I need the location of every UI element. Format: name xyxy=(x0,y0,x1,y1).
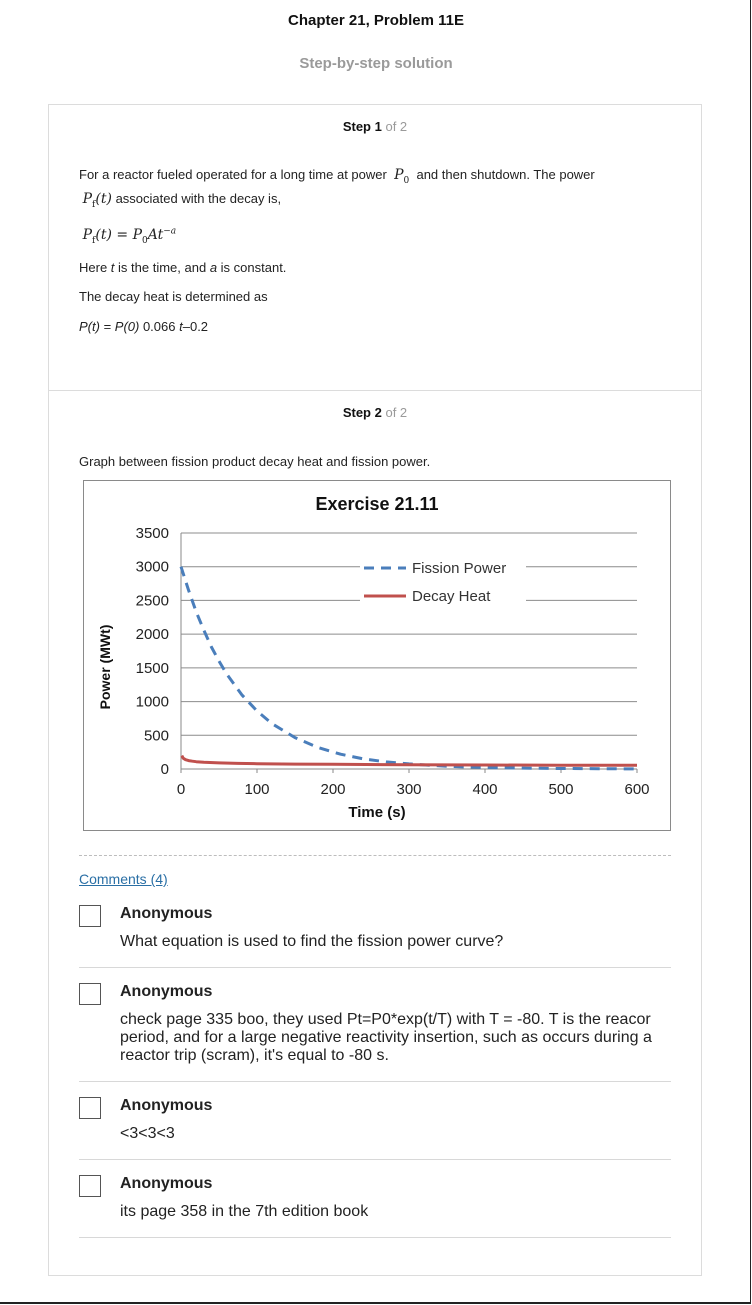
comment-checkbox[interactable] xyxy=(79,905,101,927)
step2-header xyxy=(49,405,701,420)
text: is constant. xyxy=(217,260,287,275)
page-title: Chapter 21, Problem 11E xyxy=(288,12,464,29)
comment-item xyxy=(79,905,671,968)
x-tick-label: 0 xyxy=(176,781,186,798)
formula-t: t xyxy=(179,319,183,334)
comment-checkbox[interactable] xyxy=(79,983,101,1005)
x-axis-label: Time (s) xyxy=(348,804,406,821)
decay-equation xyxy=(79,226,176,245)
var-t: t xyxy=(110,260,115,275)
comment-item xyxy=(79,1097,671,1160)
comment-author: Anonymous xyxy=(120,905,213,922)
step2-label: Step 2 xyxy=(342,405,382,420)
y-tick-label: 0 xyxy=(160,761,169,778)
y-axis-label: Power (MWt) xyxy=(97,624,113,710)
comments-link[interactable]: Comments (4) xyxy=(79,871,168,887)
series-line-decay-heat xyxy=(182,756,637,766)
step1-label: Step 1 xyxy=(342,119,382,134)
x-tick-label: 400 xyxy=(472,781,498,798)
text: is the time, and xyxy=(114,260,210,275)
chart xyxy=(83,480,671,831)
y-tick-label: 2500 xyxy=(135,592,169,610)
step2-of: of 2 xyxy=(385,405,408,420)
comment-author: Anonymous xyxy=(120,1097,213,1114)
symbol-p0: $P_0$ xyxy=(394,167,410,186)
equation-image: $P_f(t) = P_0At^{-a}$ xyxy=(82,226,177,246)
step2-caption: Graph between fission product decay heat and fission power. xyxy=(79,454,431,469)
comment-author: Anonymous xyxy=(120,983,213,1000)
page-subtitle: Step-by-step solution xyxy=(299,55,453,72)
y-tick-label: 1000 xyxy=(135,693,169,711)
y-tick-label: 3000 xyxy=(135,558,169,576)
text: Here xyxy=(79,260,111,275)
decay-heat-formula xyxy=(79,319,208,334)
step1-text-decay: associated with the decay is, xyxy=(115,191,282,206)
chart-title: Exercise 21.11 xyxy=(315,494,439,514)
comment-text: its page 358 in the 7th edition book xyxy=(120,1203,369,1220)
var-a: a xyxy=(209,260,218,275)
step1-text-cont: and then shutdown. The power xyxy=(416,167,595,182)
legend-label: Decay Heat xyxy=(412,588,491,605)
y-tick-label: 3500 xyxy=(135,525,169,542)
comments-separator xyxy=(79,855,671,856)
x-tick-label: 500 xyxy=(548,781,574,798)
y-tick-label: 500 xyxy=(143,727,169,745)
step1-paragraph-1b xyxy=(79,191,281,210)
formula-rest: 0.066 xyxy=(139,319,180,334)
comment-checkbox[interactable] xyxy=(79,1097,101,1119)
comment-text: <3<3<3 xyxy=(120,1125,175,1142)
step1-text: For a reactor fueled operated for a long time at power xyxy=(79,167,387,182)
x-tick-label: 600 xyxy=(624,781,650,798)
comment-text: check page 335 boo, they used Pt=P0*exp(t/T) with T = -80. T is the reacor period, and for a large negative reactivity insertion, such as occurs during a reactor trip (scram), it's equal to -80 s. xyxy=(120,1011,652,1064)
solution-card xyxy=(48,104,702,1276)
y-tick-label: 2000 xyxy=(135,626,169,644)
y-tick-label: 1500 xyxy=(135,659,169,677)
step-divider xyxy=(49,390,701,391)
legend-label: Fission Power xyxy=(412,560,507,577)
x-tick-label: 200 xyxy=(320,781,346,798)
x-tick-label: 300 xyxy=(396,781,422,798)
chart-svg xyxy=(84,481,670,830)
formula-p0: P(0) xyxy=(114,319,140,334)
step1-of: of 2 xyxy=(385,119,408,134)
comment-text: What equation is used to find the fission power curve? xyxy=(120,933,504,950)
formula-exp: –0.2 xyxy=(182,319,209,334)
step1-paragraph-3: The decay heat is determined as xyxy=(79,289,268,304)
formula-lhs: P(t) xyxy=(79,319,100,334)
step1-paragraph-2 xyxy=(79,260,286,275)
symbol-pf-t: $P_f(t)$ xyxy=(82,191,112,210)
comment-checkbox[interactable] xyxy=(79,1175,101,1197)
step1-paragraph-1 xyxy=(79,167,595,186)
x-tick-label: 100 xyxy=(244,781,270,798)
comment-item xyxy=(79,983,671,1082)
formula-eq: = xyxy=(99,319,115,334)
comment-author: Anonymous xyxy=(120,1175,213,1192)
step1-header xyxy=(49,119,701,134)
comment-item xyxy=(79,1175,671,1238)
